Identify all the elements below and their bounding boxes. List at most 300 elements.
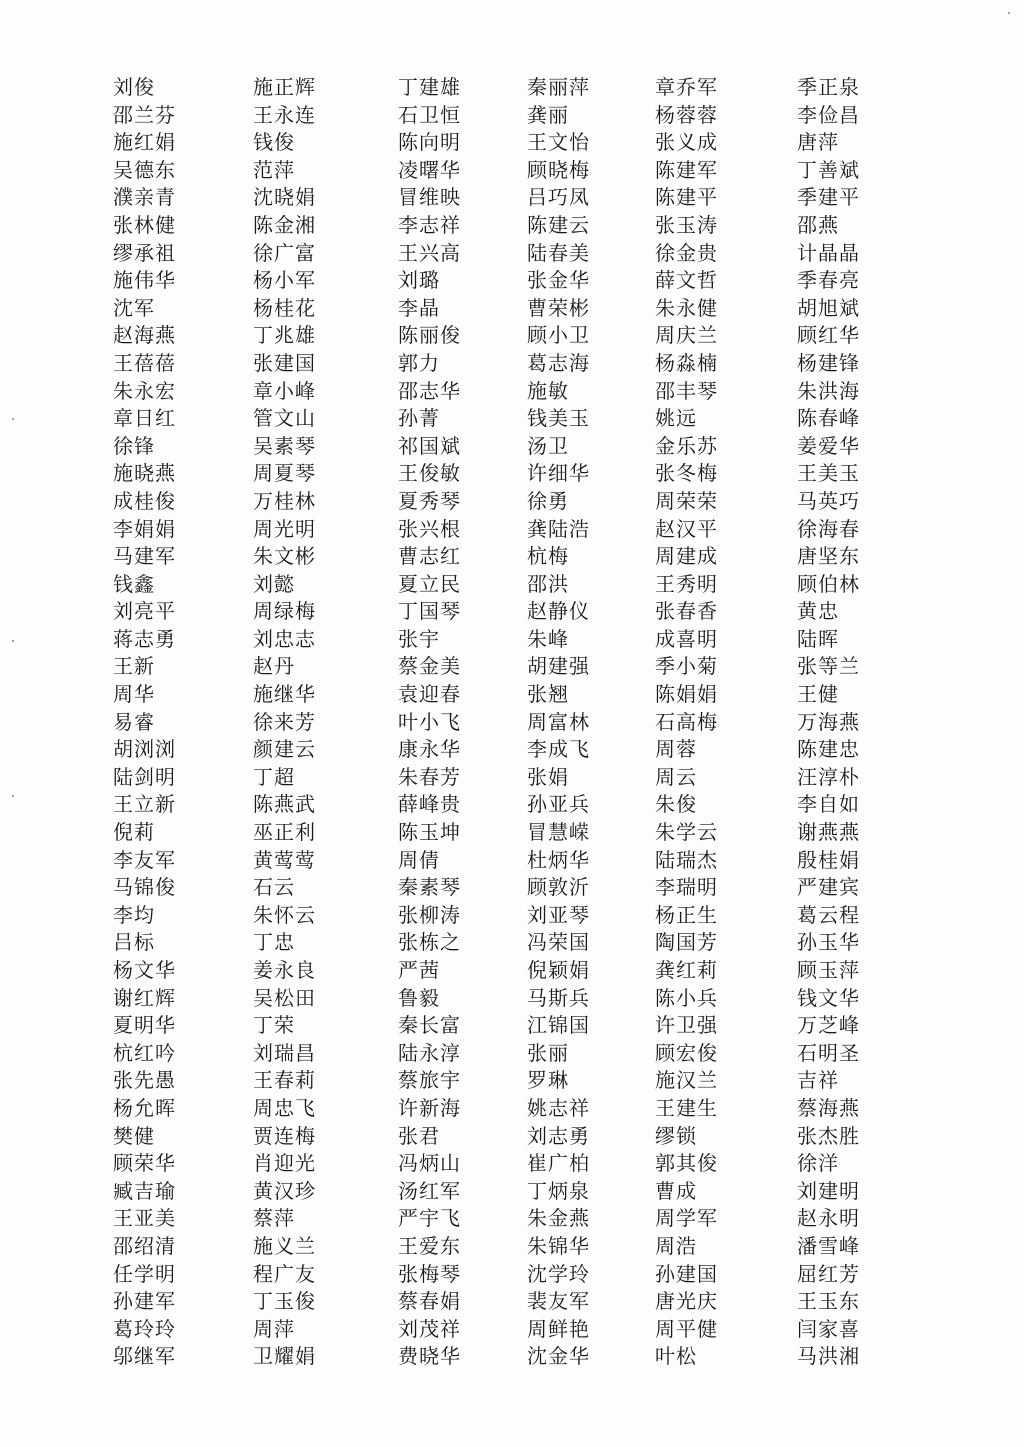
name-cell: 周富林 xyxy=(527,709,590,734)
name-cell: 夏秀琴 xyxy=(398,488,461,513)
name-cell: 张义成 xyxy=(655,130,718,155)
name-cell: 黄忠 xyxy=(797,599,839,624)
name-cell: 王爱东 xyxy=(398,1233,461,1258)
name-cell: 刘亚琴 xyxy=(527,902,590,927)
name-cell: 朱文彬 xyxy=(253,544,316,569)
name-cell: 王玉东 xyxy=(797,1289,860,1314)
name-cell: 陈向明 xyxy=(398,130,461,155)
name-cell: 王秀明 xyxy=(655,571,718,596)
name-cell: 王立新 xyxy=(113,792,176,817)
name-cell: 曹荣彬 xyxy=(527,295,590,320)
name-row xyxy=(0,681,1024,709)
name-cell: 张兴根 xyxy=(398,516,461,541)
name-cell: 章乔军 xyxy=(655,75,718,99)
name-row xyxy=(0,764,1024,792)
name-cell: 钱鑫 xyxy=(113,571,155,596)
name-cell: 薛文哲 xyxy=(655,268,718,293)
name-cell: 钱俊 xyxy=(253,130,295,155)
name-cell: 李俭昌 xyxy=(797,102,860,127)
name-row xyxy=(0,929,1024,957)
name-cell: 蔡旅宇 xyxy=(398,1068,461,1093)
name-row xyxy=(0,1123,1024,1151)
name-cell: 康永华 xyxy=(398,737,461,762)
name-cell: 夏立民 xyxy=(398,571,461,596)
name-row xyxy=(0,488,1024,516)
name-cell: 陆剑明 xyxy=(113,764,176,789)
name-cell: 蔡金美 xyxy=(398,654,461,679)
name-cell: 施继华 xyxy=(253,682,316,707)
name-cell: 王文怡 xyxy=(527,130,590,155)
name-cell: 冯荣国 xyxy=(527,930,590,955)
name-cell: 施敏 xyxy=(527,378,569,403)
name-cell: 张冬梅 xyxy=(655,461,718,486)
name-cell: 朱峰 xyxy=(527,626,569,651)
name-cell: 朱永宏 xyxy=(113,378,176,403)
name-cell: 徐锋 xyxy=(113,433,155,458)
name-cell: 陈燕武 xyxy=(253,792,316,817)
name-row xyxy=(0,1343,1024,1371)
name-row xyxy=(0,598,1024,626)
name-cell: 张金华 xyxy=(527,268,590,293)
name-cell: 龚红莉 xyxy=(655,958,718,982)
name-cell: 周忠飞 xyxy=(253,1095,316,1120)
name-cell: 杨蓉蓉 xyxy=(655,102,718,127)
name-cell: 成喜明 xyxy=(655,626,718,651)
name-cell: 薛峰贵 xyxy=(398,792,461,817)
name-cell: 周光明 xyxy=(253,516,316,541)
name-row xyxy=(0,433,1024,461)
name-cell: 章日红 xyxy=(113,406,176,431)
name-cell: 黄汉珍 xyxy=(253,1178,316,1203)
name-cell: 陈丽俊 xyxy=(398,323,461,348)
name-cell: 陈娟娟 xyxy=(655,682,718,707)
name-cell: 袁迎春 xyxy=(398,682,461,707)
name-cell: 陈建军 xyxy=(655,157,718,182)
name-cell: 王美玉 xyxy=(797,461,860,486)
name-cell: 夏明华 xyxy=(113,1013,176,1038)
name-cell: 陈建云 xyxy=(527,212,590,237)
name-cell: 杭梅 xyxy=(527,544,569,569)
name-cell: 秦素琴 xyxy=(398,875,461,900)
name-cell: 周萍 xyxy=(253,1316,295,1341)
name-cell: 殷桂娟 xyxy=(797,847,860,872)
name-cell: 闫家喜 xyxy=(797,1316,860,1341)
name-row xyxy=(0,1316,1024,1344)
name-row xyxy=(0,847,1024,875)
name-cell: 石云 xyxy=(253,875,295,900)
name-cell: 王俊敏 xyxy=(398,461,461,486)
name-cell: 周鲜艳 xyxy=(527,1316,590,1341)
name-cell: 曹志红 xyxy=(398,544,461,569)
name-row xyxy=(0,1288,1024,1316)
name-cell: 易睿 xyxy=(113,709,155,734)
name-cell: 朱学云 xyxy=(655,820,718,845)
name-cell: 蔡春娟 xyxy=(398,1289,461,1314)
name-cell: 黄莺莺 xyxy=(253,847,316,872)
name-cell: 张君 xyxy=(398,1123,440,1148)
name-cell: 沈金华 xyxy=(527,1344,590,1369)
name-row xyxy=(0,240,1024,268)
name-cell: 顾荣华 xyxy=(113,1151,176,1176)
name-cell: 李晶 xyxy=(398,295,440,320)
name-cell: 秦长富 xyxy=(398,1013,461,1038)
name-cell: 唐坚东 xyxy=(797,544,860,569)
name-cell: 徐广富 xyxy=(253,240,316,265)
name-cell: 朱春芳 xyxy=(398,764,461,789)
name-cell: 马英巧 xyxy=(797,488,860,513)
name-cell: 吉祥 xyxy=(797,1068,839,1093)
name-cell: 邵燕 xyxy=(797,212,839,237)
name-cell: 马锦俊 xyxy=(113,875,176,900)
name-cell: 陶国芳 xyxy=(655,930,718,955)
name-cell: 张林健 xyxy=(113,212,176,237)
name-row xyxy=(0,157,1024,185)
name-cell: 吴素琴 xyxy=(253,433,316,458)
name-cell: 蒋志勇 xyxy=(113,626,176,651)
name-cell: 季正泉 xyxy=(797,75,860,99)
name-cell: 顾红华 xyxy=(797,323,860,348)
name-cell: 石高梅 xyxy=(655,709,718,734)
name-cell: 万海燕 xyxy=(797,709,860,734)
name-row xyxy=(0,653,1024,681)
scan-speck xyxy=(12,795,14,797)
name-cell: 杨桂花 xyxy=(253,295,316,320)
name-row xyxy=(0,571,1024,599)
name-row xyxy=(0,184,1024,212)
name-cell: 朱俊 xyxy=(655,792,697,817)
name-cell: 胡浏浏 xyxy=(113,737,176,762)
name-cell: 许新海 xyxy=(398,1095,461,1120)
name-row xyxy=(0,212,1024,240)
name-cell: 金乐苏 xyxy=(655,433,718,458)
name-cell: 罗琳 xyxy=(527,1068,569,1093)
name-row xyxy=(0,102,1024,130)
name-cell: 王建生 xyxy=(655,1095,718,1120)
name-cell: 姚远 xyxy=(655,406,697,431)
name-grid xyxy=(0,74,1024,1371)
name-cell: 沈学玲 xyxy=(527,1261,590,1286)
name-cell: 崔广柏 xyxy=(527,1151,590,1176)
name-row xyxy=(0,1095,1024,1123)
name-cell: 赵丹 xyxy=(253,654,295,679)
name-row xyxy=(0,1178,1024,1206)
name-cell: 倪莉 xyxy=(113,820,155,845)
name-cell: 葛志海 xyxy=(527,350,590,375)
name-cell: 管文山 xyxy=(253,406,316,431)
name-cell: 张杰胜 xyxy=(797,1123,860,1148)
name-cell: 施正辉 xyxy=(253,75,316,99)
name-cell: 陈建忠 xyxy=(797,737,860,762)
name-cell: 孙建军 xyxy=(113,1289,176,1314)
name-cell: 沈军 xyxy=(113,295,155,320)
name-cell: 顾伯林 xyxy=(797,571,860,596)
name-cell: 姜永良 xyxy=(253,958,316,982)
name-cell: 刘茂祥 xyxy=(398,1316,461,1341)
name-cell: 李瑞明 xyxy=(655,875,718,900)
name-cell: 巫正利 xyxy=(253,820,316,845)
name-cell: 汤红军 xyxy=(398,1178,461,1203)
name-row xyxy=(0,378,1024,406)
name-row xyxy=(0,957,1024,985)
name-row xyxy=(0,874,1024,902)
name-cell: 施晓燕 xyxy=(113,461,176,486)
name-cell: 张建国 xyxy=(253,350,316,375)
name-row xyxy=(0,902,1024,930)
name-cell: 李娟娟 xyxy=(113,516,176,541)
name-cell: 费晓华 xyxy=(398,1344,461,1369)
name-cell: 唐萍 xyxy=(797,130,839,155)
name-cell: 钱美玉 xyxy=(527,406,590,431)
name-row xyxy=(0,405,1024,433)
name-cell: 王蓓蓓 xyxy=(113,350,176,375)
name-cell: 严宇飞 xyxy=(398,1206,461,1231)
name-cell: 杨文华 xyxy=(113,958,176,982)
name-cell: 张等兰 xyxy=(797,654,860,679)
name-cell: 周平健 xyxy=(655,1316,718,1341)
name-cell: 祁国斌 xyxy=(398,433,461,458)
name-row xyxy=(0,709,1024,737)
name-cell: 王亚美 xyxy=(113,1206,176,1231)
name-cell: 马洪湘 xyxy=(797,1344,860,1369)
name-cell: 缪锁 xyxy=(655,1123,697,1148)
name-cell: 张栋之 xyxy=(398,930,461,955)
name-cell: 陆永淳 xyxy=(398,1040,461,1065)
name-cell: 屈红芳 xyxy=(797,1261,860,1286)
name-cell: 凌曙华 xyxy=(398,157,461,182)
name-cell: 周荣荣 xyxy=(655,488,718,513)
name-cell: 刘俊 xyxy=(113,75,155,99)
name-cell: 杨正生 xyxy=(655,902,718,927)
name-cell: 施红娟 xyxy=(113,130,176,155)
name-cell: 丁善斌 xyxy=(797,157,860,182)
name-cell: 陈建平 xyxy=(655,185,718,210)
name-cell: 臧吉瑜 xyxy=(113,1178,176,1203)
name-cell: 王健 xyxy=(797,682,839,707)
name-cell: 张玉涛 xyxy=(655,212,718,237)
name-cell: 周庆兰 xyxy=(655,323,718,348)
name-cell: 缪承祖 xyxy=(113,240,176,265)
name-cell: 周蓉 xyxy=(655,737,697,762)
name-cell: 郭其俊 xyxy=(655,1151,718,1176)
name-cell: 周云 xyxy=(655,764,697,789)
name-cell: 张宇 xyxy=(398,626,440,651)
name-cell: 王新 xyxy=(113,654,155,679)
name-cell: 顾玉萍 xyxy=(797,958,860,982)
name-cell: 邵洪 xyxy=(527,571,569,596)
name-cell: 丁兆雄 xyxy=(253,323,316,348)
name-cell: 赵静仪 xyxy=(527,599,590,624)
name-row xyxy=(0,543,1024,571)
name-cell: 丁玉俊 xyxy=(253,1289,316,1314)
name-cell: 杜炳华 xyxy=(527,847,590,872)
name-cell: 万芝峰 xyxy=(797,1013,860,1038)
name-cell: 谢红辉 xyxy=(113,985,176,1010)
name-cell: 范萍 xyxy=(253,157,295,182)
name-cell: 张春香 xyxy=(655,599,718,624)
name-row xyxy=(0,1261,1024,1289)
name-cell: 刘志勇 xyxy=(527,1123,590,1148)
name-cell: 刘瑞昌 xyxy=(253,1040,316,1065)
name-cell: 严建宾 xyxy=(797,875,860,900)
name-cell: 倪颖娟 xyxy=(527,958,590,982)
name-cell: 胡建强 xyxy=(527,654,590,679)
name-cell: 蔡萍 xyxy=(253,1206,295,1231)
name-cell: 程广友 xyxy=(253,1261,316,1286)
name-cell: 陈玉坤 xyxy=(398,820,461,845)
name-cell: 姚志祥 xyxy=(527,1095,590,1120)
name-cell: 周浩 xyxy=(655,1233,697,1258)
name-cell: 丁荣 xyxy=(253,1013,295,1038)
name-cell: 张梅琴 xyxy=(398,1261,461,1286)
name-cell: 季建平 xyxy=(797,185,860,210)
name-row xyxy=(0,322,1024,350)
name-row xyxy=(0,791,1024,819)
name-cell: 邵兰芬 xyxy=(113,102,176,127)
name-cell: 陈春峰 xyxy=(797,406,860,431)
name-cell: 赵汉平 xyxy=(655,516,718,541)
name-cell: 顾晓梅 xyxy=(527,157,590,182)
name-cell: 周建成 xyxy=(655,544,718,569)
name-cell: 濮亲青 xyxy=(113,185,176,210)
name-cell: 冒慧嵘 xyxy=(527,820,590,845)
name-cell: 冒维映 xyxy=(398,185,461,210)
name-cell: 王兴高 xyxy=(398,240,461,265)
name-cell: 杭红吟 xyxy=(113,1040,176,1065)
name-row xyxy=(0,129,1024,157)
name-cell: 朱金燕 xyxy=(527,1206,590,1231)
name-row xyxy=(0,1067,1024,1095)
name-cell: 孙亚兵 xyxy=(527,792,590,817)
name-cell: 丁建雄 xyxy=(398,75,461,99)
name-cell: 孙建国 xyxy=(655,1261,718,1286)
name-cell: 邵绍清 xyxy=(113,1233,176,1258)
name-cell: 郭力 xyxy=(398,350,440,375)
name-cell: 陆瑞杰 xyxy=(655,847,718,872)
name-row xyxy=(0,516,1024,544)
name-cell: 葛玲玲 xyxy=(113,1316,176,1341)
name-cell: 徐勇 xyxy=(527,488,569,513)
name-cell: 朱永健 xyxy=(655,295,718,320)
name-cell: 孙玉华 xyxy=(797,930,860,955)
name-row xyxy=(0,1040,1024,1068)
name-row xyxy=(0,267,1024,295)
name-cell: 朱洪海 xyxy=(797,378,860,403)
name-cell: 顾小卫 xyxy=(527,323,590,348)
name-cell: 张娟 xyxy=(527,764,569,789)
name-cell: 王春莉 xyxy=(253,1068,316,1093)
name-cell: 吕标 xyxy=(113,930,155,955)
name-cell: 刘璐 xyxy=(398,268,440,293)
name-cell: 李友军 xyxy=(113,847,176,872)
name-cell: 潘雪峰 xyxy=(797,1233,860,1258)
name-cell: 杨允晖 xyxy=(113,1095,176,1120)
name-cell: 陆晖 xyxy=(797,626,839,651)
name-cell: 成桂俊 xyxy=(113,488,176,513)
name-cell: 马建军 xyxy=(113,544,176,569)
name-cell: 鲁毅 xyxy=(398,985,440,1010)
name-cell: 邵志华 xyxy=(398,378,461,403)
name-cell: 施义兰 xyxy=(253,1233,316,1258)
name-cell: 丁超 xyxy=(253,764,295,789)
name-cell: 曹成 xyxy=(655,1178,697,1203)
name-cell: 张先愚 xyxy=(113,1068,176,1093)
name-cell: 吴松田 xyxy=(253,985,316,1010)
name-cell: 章小峰 xyxy=(253,378,316,403)
name-cell: 王永连 xyxy=(253,102,316,127)
name-cell: 顾敦沂 xyxy=(527,875,590,900)
name-cell: 杨建锋 xyxy=(797,350,860,375)
name-cell: 徐金贵 xyxy=(655,240,718,265)
name-row xyxy=(0,985,1024,1013)
name-cell: 汪淳朴 xyxy=(797,764,860,789)
name-cell: 葛云程 xyxy=(797,902,860,927)
name-cell: 邵丰琴 xyxy=(655,378,718,403)
name-cell: 陆春美 xyxy=(527,240,590,265)
name-cell: 樊健 xyxy=(113,1123,155,1148)
name-cell: 刘懿 xyxy=(253,571,295,596)
name-cell: 龚陆浩 xyxy=(527,516,590,541)
name-cell: 周学军 xyxy=(655,1206,718,1231)
scan-speck xyxy=(12,418,14,420)
name-cell: 徐来芳 xyxy=(253,709,316,734)
name-cell: 马斯兵 xyxy=(527,985,590,1010)
name-cell: 周绿梅 xyxy=(253,599,316,624)
name-cell: 陈金湘 xyxy=(253,212,316,237)
name-cell: 叶小飞 xyxy=(398,709,461,734)
name-cell: 沈晓娟 xyxy=(253,185,316,210)
scan-speck xyxy=(1008,12,1010,14)
name-cell: 汤卫 xyxy=(527,433,569,458)
name-cell: 龚丽 xyxy=(527,102,569,127)
name-cell: 杨小军 xyxy=(253,268,316,293)
name-cell: 颜建云 xyxy=(253,737,316,762)
name-cell: 刘建明 xyxy=(797,1178,860,1203)
name-cell: 李自如 xyxy=(797,792,860,817)
name-row xyxy=(0,1205,1024,1233)
name-cell: 朱锦华 xyxy=(527,1233,590,1258)
name-cell: 张柳涛 xyxy=(398,902,461,927)
name-cell: 李成飞 xyxy=(527,737,590,762)
name-cell: 陈小兵 xyxy=(655,985,718,1010)
name-cell: 姜爱华 xyxy=(797,433,860,458)
name-cell: 许细华 xyxy=(527,461,590,486)
name-cell: 周倩 xyxy=(398,847,440,872)
name-cell: 施伟华 xyxy=(113,268,176,293)
name-cell: 李均 xyxy=(113,902,155,927)
name-cell: 冯炳山 xyxy=(398,1151,461,1176)
name-row xyxy=(0,626,1024,654)
name-cell: 万桂林 xyxy=(253,488,316,513)
name-cell: 刘亮平 xyxy=(113,599,176,624)
name-row xyxy=(0,736,1024,764)
name-cell: 石明圣 xyxy=(797,1040,860,1065)
name-cell: 谢燕燕 xyxy=(797,820,860,845)
name-cell: 季小菊 xyxy=(655,654,718,679)
name-cell: 张翘 xyxy=(527,682,569,707)
name-cell: 叶松 xyxy=(655,1344,697,1369)
name-cell: 周夏琴 xyxy=(253,461,316,486)
name-cell: 唐光庆 xyxy=(655,1289,718,1314)
name-cell: 计晶晶 xyxy=(797,240,860,265)
name-cell: 裴友军 xyxy=(527,1289,590,1314)
name-row xyxy=(0,1233,1024,1261)
name-cell: 邬继军 xyxy=(113,1344,176,1369)
name-cell: 刘忠志 xyxy=(253,626,316,651)
name-cell: 胡旭斌 xyxy=(797,295,860,320)
name-cell: 肖迎光 xyxy=(253,1151,316,1176)
name-cell: 施汉兰 xyxy=(655,1068,718,1093)
name-cell: 李志祥 xyxy=(398,212,461,237)
